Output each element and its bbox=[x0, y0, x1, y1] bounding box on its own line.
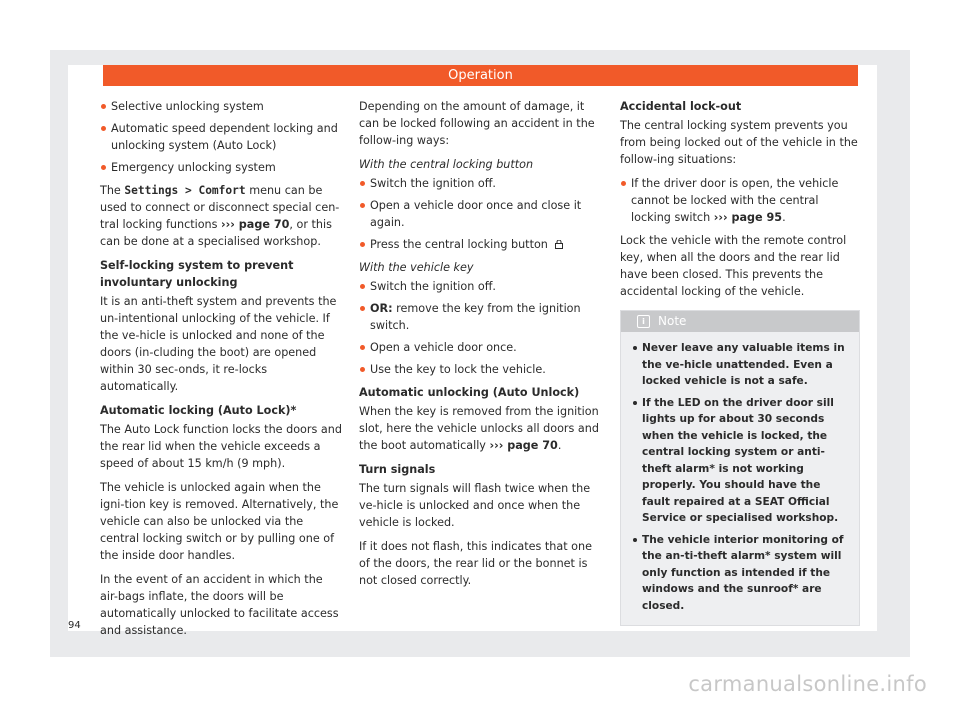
page-link[interactable]: ››› page 95 bbox=[713, 211, 783, 224]
list-item: Emergency unlocking system bbox=[100, 159, 342, 176]
settings-menu-path: Settings > Comfort bbox=[124, 184, 246, 197]
watermark: carmanualsonline.info bbox=[688, 672, 927, 696]
list-item: OR: remove the key from the ignition switch. bbox=[359, 300, 603, 334]
section-heading: Automatic unlocking (Auto Unlock) bbox=[359, 386, 580, 399]
list-item: Use the key to lock the vehicle. bbox=[359, 361, 603, 378]
note-item: The vehicle interior monitoring of the an-ti-theft alarm* system will only function as intended if the windows and the sunroof* are closed. bbox=[631, 532, 849, 615]
section-header: Operation bbox=[103, 65, 858, 86]
list-item: Press the central locking button bbox=[359, 236, 603, 253]
paragraph: It is an anti-theft system and prevents the un-intentional unlocking of the vehicle. If the ve-hicle is unlocked and none of the doors (in-cluding the boot) are opened within 30 sec-onds, it re-locks automatically. bbox=[100, 295, 337, 393]
list-item: Automatic speed dependent locking and unlocking system (Auto Lock) bbox=[100, 120, 342, 154]
section-heading: Turn signals bbox=[359, 463, 436, 476]
note-box bbox=[620, 310, 860, 626]
paragraph: Lock the vehicle with the remote control key, when all the doors and the rear lid have been closed. This prevents the accidental locking of the vehicle. bbox=[620, 234, 847, 298]
list-item: If the driver door is open, the vehicle cannot be locked with the central locking switch ››› page 95. bbox=[620, 175, 860, 226]
subheading: With the central locking button bbox=[359, 158, 534, 171]
page-link[interactable]: ››› page 70 bbox=[489, 439, 558, 452]
list-item: Switch the ignition off. bbox=[359, 175, 603, 192]
paragraph: The turn signals will flash twice when the ve-hicle is unlocked and once when the vehicle is locked. bbox=[359, 482, 591, 529]
section-heading: Accidental lock-out bbox=[620, 100, 742, 113]
paragraph: When the key is removed from the ignition slot, here the vehicle unlocks all doors and the boot automatically ››› page 70. bbox=[359, 405, 599, 452]
paragraph: The central locking system prevents you from being locked out of the vehicle in the follow-ing situations: bbox=[620, 119, 858, 166]
note-item: Never leave any valuable items in the ve-hicle unattended. Even a locked vehicle is not a safe. bbox=[631, 340, 849, 390]
note-body bbox=[621, 332, 859, 625]
settings-paragraph: The Settings > Comfort menu can be used to connect or disconnect special cen-tral locking functions ››› page 70, or this can be done at a specialised workshop. bbox=[100, 184, 340, 248]
list-item: Switch the ignition off. bbox=[359, 278, 603, 295]
column-middle bbox=[359, 98, 603, 596]
paragraph: The vehicle is unlocked again when the igni-tion key is removed. Alternatively, the vehicle can also be unlocked via the central locking switch or by pulling one of the inside door handles. bbox=[100, 481, 339, 562]
column-left bbox=[100, 98, 342, 646]
page-link[interactable]: ››› page 70 bbox=[221, 218, 290, 231]
info-icon: i bbox=[637, 315, 650, 328]
list-item: Open a vehicle door once. bbox=[359, 339, 603, 356]
lock-icon bbox=[555, 240, 563, 249]
paragraph: In the event of an accident in which the air-bags inflate, the doors will be automatically unlocked to facilitate access and assistance. bbox=[100, 573, 339, 637]
note-item: If the LED on the driver door sill lights up for about 30 seconds when the vehicle is locked, the central locking system or anti-theft alarm* is not working properly. You should have the fault repaired at a SEAT Official Service or specialised workshop. bbox=[631, 395, 849, 527]
list-item: Selective unlocking system bbox=[100, 98, 342, 115]
paragraph: The Auto Lock function locks the doors and the rear lid when the vehicle exceeds a speed of about 15 km/h (9 mph). bbox=[100, 423, 342, 470]
page-number: 94 bbox=[68, 620, 81, 631]
section-heading: Self-locking system to prevent involuntary unlocking bbox=[100, 259, 294, 289]
note-header: i Note bbox=[621, 311, 859, 332]
paragraph: Depending on the amount of damage, it can be locked following an accident in the follow-ing ways: bbox=[359, 100, 595, 147]
section-heading: Automatic locking (Auto Lock)* bbox=[100, 404, 297, 417]
column-right bbox=[620, 98, 860, 626]
subheading: With the vehicle key bbox=[359, 261, 474, 274]
list-item: Open a vehicle door once and close it again. bbox=[359, 197, 603, 231]
paragraph: If it does not flash, this indicates that one of the doors, the rear lid or the bonnet is not closed correctly. bbox=[359, 540, 593, 587]
